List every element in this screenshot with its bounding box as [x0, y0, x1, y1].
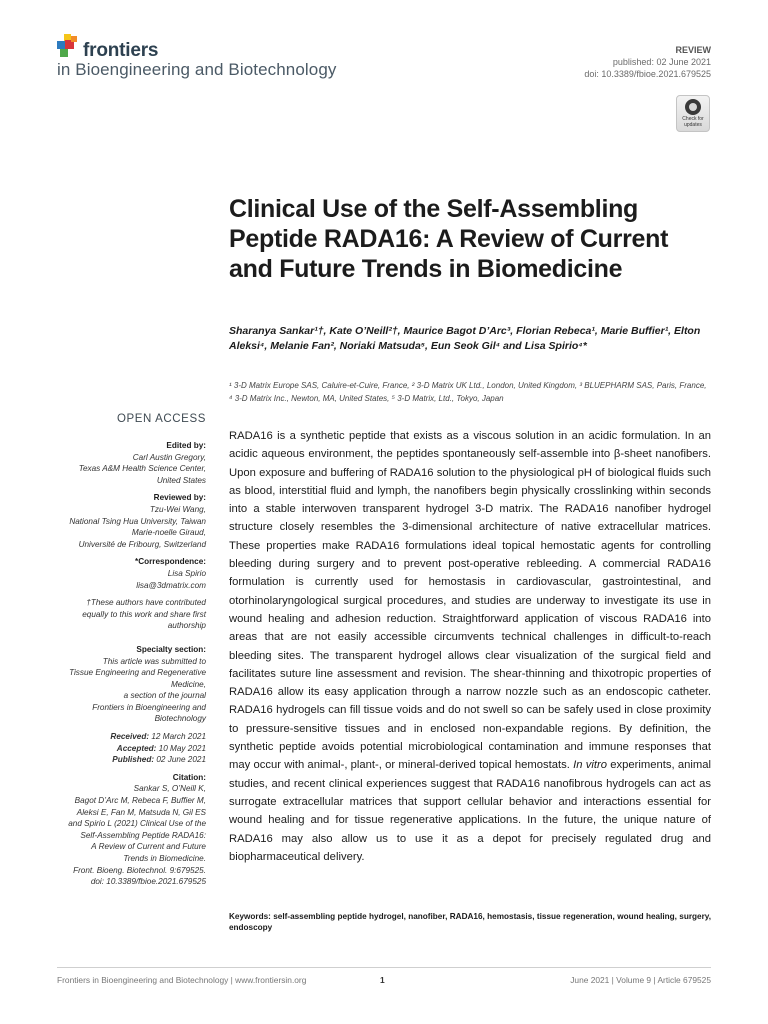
note-line: authorship [167, 621, 206, 631]
citation-info [36, 783, 206, 887]
affiliations: ¹ 3-D Matrix Europe SAS, Caluire-et-Cuire, France, ² 3-D Matrix UK Ltd., London, United Kingdom, ³ BLUEPHARM SAS, Paris, France, ⁴ 3-D Matrix Inc., Newton, MA, United States, ⁵ 3-D Matrix, Ltd., Tokyo, Japan [229, 381, 707, 403]
footer-journal[interactable]: Frontiers in Bioengineering and Biotechnology | www.frontiersin.org [57, 975, 307, 985]
article-info-sidebar [36, 440, 206, 888]
page-number: 1 [380, 975, 385, 985]
accepted-value: 10 May 2021 [158, 743, 206, 753]
abstract-text-cont: experiments, animal studies, and recent clinical experiences suggest that RADA16 nanofibrous hydrogels can act as surrogate extracellular matrices that support cellular behavior and interactions essential for wound healing and for tissue regenerative applications. In the future, the unique nature of RADA16 may also allow us to use it as a depot for precisely regulated drug and biopharmaceutical delivery. [229, 759, 711, 863]
bookmark-icon [685, 99, 701, 115]
citation-line: A Review of Current and Future [91, 842, 206, 852]
journal-name: in Bioengineering and Biotechnology [57, 60, 337, 79]
specialty-line: Tissue Engineering and Regenerative [69, 668, 206, 678]
published-date-sidebar [36, 754, 206, 766]
citation-line: Aleksi E, Fan M, Matsuda N, Gil ES [76, 807, 206, 817]
article-title: Clinical Use of the Self-Assembling Peptide RADA16: A Review of Current and Future Trends in Biomedicine [229, 195, 669, 283]
specialty-info [36, 656, 206, 726]
check-updates-label: Check for updates [682, 116, 704, 128]
accepted-date [36, 743, 206, 755]
citation-label: Citation: [172, 772, 206, 782]
author-list: Sharanya Sankar¹†, Kate O’Neill²†, Maurice Bagot D’Arc³, Florian Rebeca¹, Marie Buffier¹, Elton Aleksi⁴, Melanie Fan², Noriaki Matsuda⁵, Eun Seok Gil⁴ and Lisa Spirio⁴* [229, 325, 701, 352]
correspondent-name: Lisa Spirio [167, 568, 206, 578]
published-label: Published: [112, 755, 155, 765]
editor-info [36, 452, 206, 487]
keywords: Keywords: self-assembling peptide hydrogel, nanofiber, RADA16, hemostasis, tissue regeneration, wound healing, surgery, endoscopy [229, 912, 711, 932]
check-for-updates-button[interactable] [676, 95, 710, 132]
citation-doi[interactable]: doi: 10.3389/fbioe.2021.679525 [90, 877, 206, 887]
abstract-italic: In vitro [573, 759, 607, 772]
open-access-label: OPEN ACCESS [116, 413, 206, 425]
published-date: published: 02 June 2021 [612, 57, 711, 67]
editor-line: United States [156, 475, 206, 485]
citation-line: Bagot D’Arc M, Rebeca F, Buffier M, [74, 796, 206, 806]
received-value: 12 March 2021 [151, 732, 206, 742]
frontiers-logo-icon [57, 34, 79, 58]
reviewer-line: Université de Fribourg, Switzerland [78, 539, 206, 549]
reviewer-line: National Tsing Hua University, Taiwan [69, 516, 206, 526]
reviewer-line: Tzu-Wei Wang, [149, 504, 206, 514]
accepted-label: Accepted: [116, 743, 157, 753]
correspondence-label: *Correspondence: [135, 557, 206, 567]
abstract [229, 427, 711, 866]
abstract-text: RADA16 is a synthetic peptide that exists as a viscous solution in an acidic formulation. In an acidic aqueous environment, the peptides spontaneously self-assemble into β-sheet nanofibers. Upon exposure and buffering of RADA16 solution to the physiological pH of biological fluids such as blood, interstitial fluid and lymph, the nanofibers begin physically crosslinking within seconds into a stable interwoven transparent hydrogel 3-D matrix. The RADA16 nanofiber hydrogel structure closely resembles the 3-dimensional architecture of native extracellular matrices. These properties make RADA16 formulations ideal topical hemostatic agents for controlling bleeding during surgery and to prevent post-operative rebleeding. A commercial RADA16 formulation is currently used for hemostasis in cardiovascular, gastrointestinal, and otorhinolaryngological surgical procedures, and studies are underway to investigate its use in wound healing and adhesion reduction. Straightforward application of viscous RADA16 into areas that are not easily accessible circumvents technical challenges in difficult-to-reach bleeding sites. The transparent hydrogel allows clear visualization of the surgical field and facilitates suture line assessment and revision. The shear-thinning and thixotropic properties of RADA16 allow its easy application through a narrow nozzle such as an endoscopic catheter. RADA16 hydrogels can fill tissue voids and do not swell so can be safely used in close proximity to pressure-sensitive tissues and in enclosed non-expandable regions. By definition, the synthetic peptide avoids potential microbiological contamination and immune responses that may occur with animal-, plant-, or mineral-derived topical hemostats. [229, 430, 711, 772]
specialty-line: Medicine, [170, 679, 206, 689]
published-value: 02 June 2021 [156, 755, 206, 765]
doi[interactable]: doi: 10.3389/fbioe.2021.679525 [584, 69, 711, 79]
specialty-label: Specialty section: [136, 644, 206, 654]
brand-name: frontiers [83, 40, 159, 61]
citation-line: Front. Bioeng. Biotechnol. 9:679525. [73, 865, 206, 875]
correspondent-email[interactable]: lisa@3dmatrix.com [136, 580, 206, 590]
citation-line: Trends in Biomedicine. [123, 854, 206, 863]
reviewed-by-label: Reviewed by: [153, 493, 206, 503]
note-line: equally to this work and share first [82, 609, 206, 619]
footer-issue: June 2021 | Volume 9 | Article 679525 [570, 975, 711, 985]
contribution-note [36, 597, 206, 632]
specialty-line: This article was submitted to [102, 656, 206, 666]
received-date [36, 731, 206, 743]
editor-line: Texas A&M Health Science Center, [78, 464, 206, 474]
article-type: REVIEW [675, 45, 711, 55]
correspondence-info [36, 568, 206, 591]
editor-line: Carl Austin Gregory, [132, 452, 206, 462]
received-label: Received: [110, 732, 150, 742]
citation-line: Self-Assembling Peptide RADA16: [80, 830, 206, 840]
citation-line: and Spirio L (2021) Clinical Use of the [68, 819, 206, 829]
note-line: †These authors have contributed [86, 598, 206, 608]
footer-divider [57, 967, 711, 968]
reviewer-line: Marie-noelle Giraud, [131, 528, 206, 538]
article-meta [584, 44, 711, 80]
citation-line: Sankar S, O’Neill K, [133, 784, 206, 794]
specialty-line: Frontiers in Bioengineering and [92, 702, 206, 712]
edited-by-label: Edited by: [166, 441, 206, 450]
specialty-line: a section of the journal [123, 691, 206, 701]
specialty-line: Biotechnology [154, 714, 206, 724]
reviewer-info [36, 504, 206, 550]
